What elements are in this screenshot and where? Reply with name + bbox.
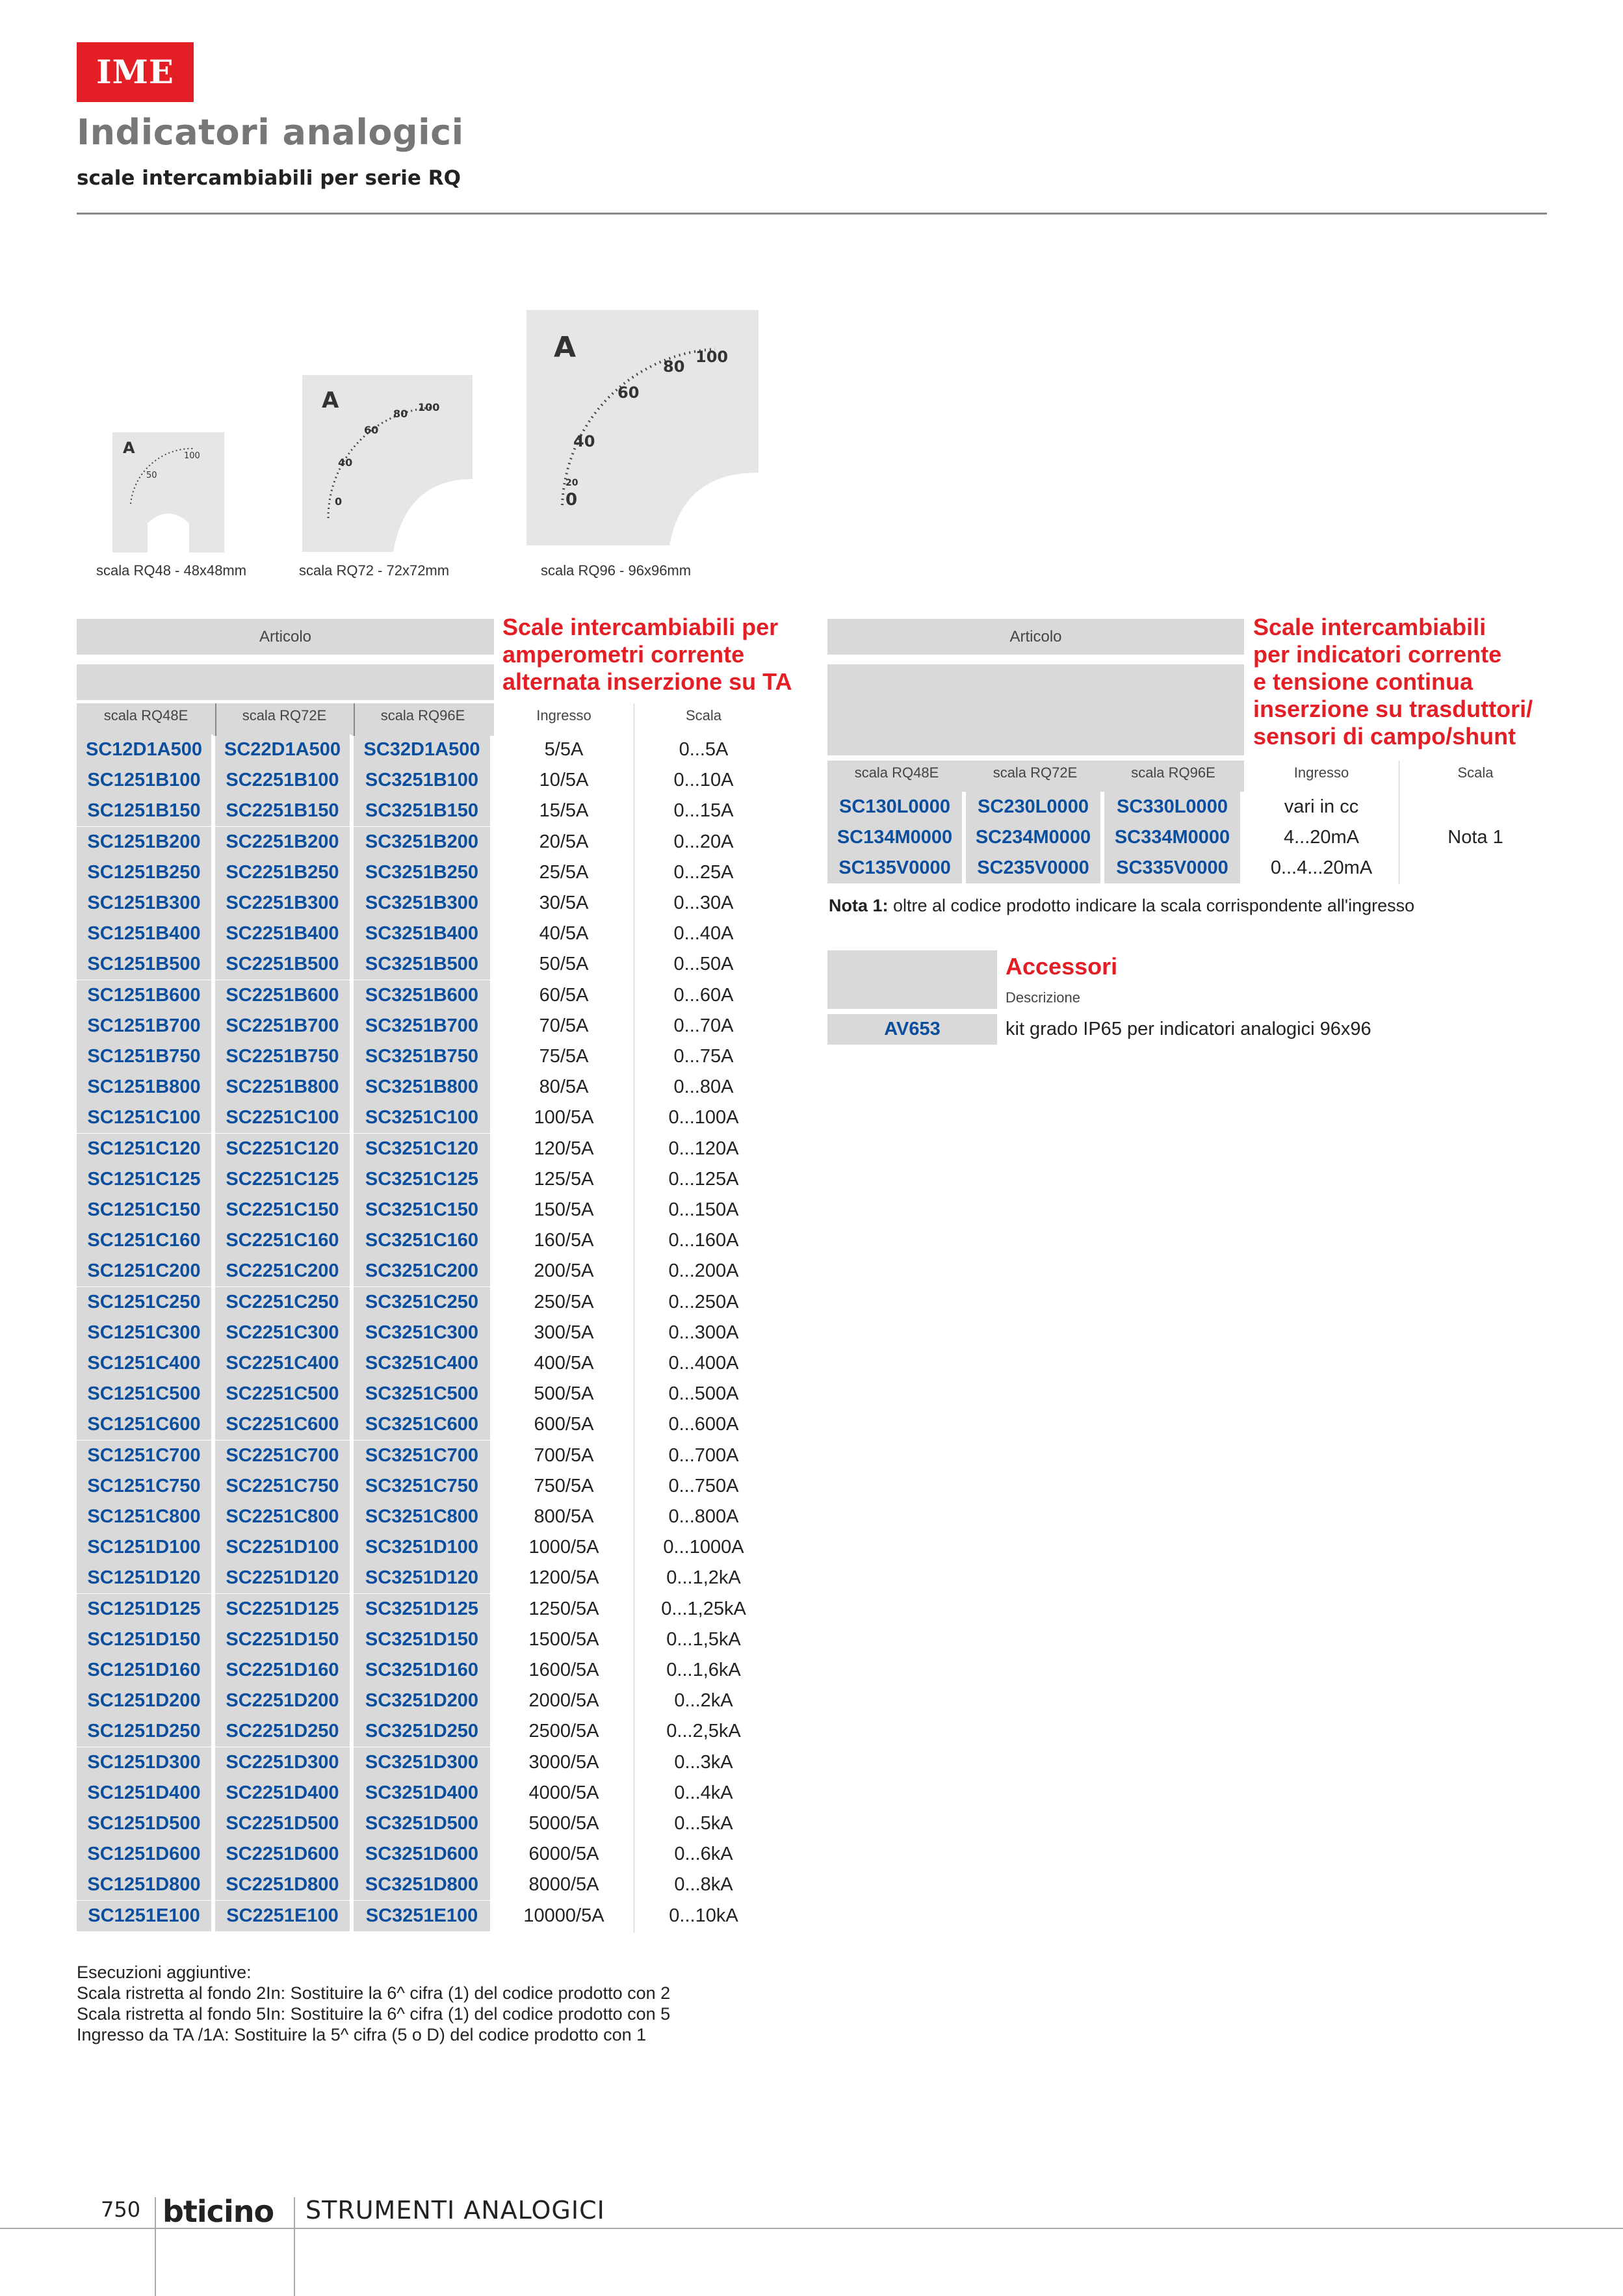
scale-mark: 40 xyxy=(573,432,595,450)
ingresso-value: 1600/5A xyxy=(528,1660,599,1680)
scala-value: 0...6kA xyxy=(674,1844,733,1865)
product-code: SC3251C120 xyxy=(354,1134,490,1164)
product-code: SC32D1A500 xyxy=(354,735,490,765)
scale-mark: 20 xyxy=(565,478,578,488)
product-code: SC134M0000 xyxy=(827,822,964,853)
product-code: SC3251C300 xyxy=(354,1318,490,1348)
ingresso-value: 6000/5A xyxy=(528,1844,599,1865)
product-code: SC2251C125 xyxy=(215,1164,352,1195)
product-code: SC3251B300 xyxy=(354,888,490,919)
header-divider xyxy=(77,213,1547,215)
scale-mark: 100 xyxy=(184,451,200,461)
product-code: SC1251B500 xyxy=(77,949,213,980)
product-code: SC1251B400 xyxy=(77,919,213,949)
note-line: Esecuzioni aggiuntive: xyxy=(77,1963,252,1982)
product-code: SC2251C500 xyxy=(215,1379,352,1409)
product-code: SC2251C700 xyxy=(215,1441,352,1471)
product-code: SC1251C700 xyxy=(77,1441,213,1471)
product-code: SC2251D300 xyxy=(215,1747,352,1778)
scale-mark: 0 xyxy=(565,490,578,510)
ingresso-value: 1250/5A xyxy=(528,1598,599,1619)
product-code: SC3251B250 xyxy=(354,857,490,888)
product-code: SC1251B800 xyxy=(77,1072,213,1102)
ingresso-value: 70/5A xyxy=(539,1015,589,1036)
product-code: SC2251D600 xyxy=(215,1839,352,1870)
product-code: SC3251B150 xyxy=(354,796,490,826)
ingresso-value: 700/5A xyxy=(534,1444,594,1466)
scale-image-rq72 xyxy=(302,375,473,552)
ingresso-value: 20/5A xyxy=(539,831,589,852)
ingresso-value: 5000/5A xyxy=(528,1813,599,1834)
product-code: SC3251D300 xyxy=(354,1747,490,1778)
product-code: SC3251C100 xyxy=(354,1102,490,1133)
product-code: SC1251C160 xyxy=(77,1225,213,1256)
product-code: SC2251D500 xyxy=(215,1808,352,1839)
product-code: SC1251B100 xyxy=(77,765,213,796)
column-header: scala RQ72E xyxy=(993,764,1078,781)
scala-value: 0...15A xyxy=(673,800,734,822)
ingresso-value: 750/5A xyxy=(534,1475,594,1496)
product-code: SC1251D600 xyxy=(77,1839,213,1870)
column-header: Ingresso xyxy=(536,707,591,724)
ingresso-value: 40/5A xyxy=(539,923,589,945)
image-caption: scala RQ72 - 72x72mm xyxy=(299,562,450,579)
ingresso-value: 200/5A xyxy=(534,1260,594,1282)
scala-value: 0...30A xyxy=(673,893,734,913)
page-subtitle: scale intercambiabili per serie RQ xyxy=(77,166,461,190)
column-header: Scala xyxy=(1457,764,1494,781)
image-caption: scala RQ48 - 48x48mm xyxy=(96,562,247,579)
ingresso-value: 25/5A xyxy=(539,861,589,883)
product-code: SC1251D100 xyxy=(77,1532,213,1563)
right-title-line: Scale intercambiabili xyxy=(1253,614,1487,640)
ingresso-value: 125/5A xyxy=(534,1168,594,1190)
product-code: SC3251D600 xyxy=(354,1839,490,1870)
product-code: SC3251C400 xyxy=(354,1348,490,1379)
accessori-code: AV653 xyxy=(827,1014,997,1045)
product-code: SC3251D150 xyxy=(354,1624,490,1655)
scala-value: 0...160A xyxy=(668,1230,739,1251)
ingresso-value: 4000/5A xyxy=(528,1782,599,1803)
product-code: SC3251B750 xyxy=(354,1041,490,1072)
product-code: SC1251B150 xyxy=(77,796,213,826)
bticino-logo: bticino xyxy=(162,2194,274,2229)
product-code: SC2251C300 xyxy=(215,1318,352,1348)
left-table-articolo-label: Articolo xyxy=(259,628,312,646)
scala-value: 0...125A xyxy=(668,1168,739,1190)
page-number: 750 xyxy=(101,2197,141,2222)
ingresso-value: 15/5A xyxy=(539,800,589,822)
column-separator xyxy=(215,703,216,736)
column-header: Scala xyxy=(685,707,722,724)
scala-value: 0...20A xyxy=(673,831,734,852)
product-code: SC2251D125 xyxy=(215,1594,352,1624)
product-code: SC1251C150 xyxy=(77,1195,213,1225)
product-code: SC1251C400 xyxy=(77,1348,213,1379)
product-code: SC22D1A500 xyxy=(215,735,352,765)
scala-value: 0...200A xyxy=(668,1260,739,1282)
product-code: SC3251C700 xyxy=(354,1441,490,1471)
product-code: SC2251B500 xyxy=(215,949,352,980)
scala-value: 0...25A xyxy=(673,861,734,883)
ingresso-value: 80/5A xyxy=(539,1076,589,1098)
scale-mark: 60 xyxy=(364,424,379,436)
ingresso-value: 60/5A xyxy=(539,984,589,1006)
product-code: SC3251C750 xyxy=(354,1471,490,1502)
product-code: SC1251D250 xyxy=(77,1716,213,1747)
product-code: SC2251C250 xyxy=(215,1287,352,1318)
ingresso-value: 1500/5A xyxy=(528,1628,599,1650)
product-code: SC335V0000 xyxy=(1104,853,1240,883)
product-code: SC1251D400 xyxy=(77,1778,213,1808)
product-code: SC230L0000 xyxy=(966,792,1102,822)
product-code: SC3251D100 xyxy=(354,1532,490,1563)
scala-value: 0...2,5kA xyxy=(666,1721,741,1742)
product-code: SC3251C800 xyxy=(354,1502,490,1532)
scala-value: 0...75A xyxy=(673,1046,734,1067)
unit-label: A xyxy=(554,331,577,364)
ime-logo: IME xyxy=(77,42,194,102)
product-code: SC2251B150 xyxy=(215,796,352,826)
scale-mark: 100 xyxy=(695,348,729,366)
ingresso-value: 10/5A xyxy=(539,770,589,791)
scala-value: 0...8kA xyxy=(674,1874,733,1896)
ingresso-value: 160/5A xyxy=(534,1230,594,1251)
product-code: SC2251D120 xyxy=(215,1563,352,1593)
product-code: SC330L0000 xyxy=(1104,792,1240,822)
product-code: SC3251C200 xyxy=(354,1256,490,1286)
ingresso-value: 8000/5A xyxy=(528,1874,599,1896)
scale-mark: 40 xyxy=(338,456,353,469)
product-code: SC1251C120 xyxy=(77,1134,213,1164)
ingresso-value: 150/5A xyxy=(534,1199,594,1220)
unit-label: A xyxy=(123,439,135,457)
product-code: SC130L0000 xyxy=(827,792,964,822)
product-code: SC3251B100 xyxy=(354,765,490,796)
scala-value: 0...2kA xyxy=(674,1690,733,1712)
ingresso-value: 4...20mA xyxy=(1283,827,1360,848)
additional-notes xyxy=(77,1962,670,2045)
ingresso-value: 1200/5A xyxy=(528,1567,599,1589)
product-code: SC2251D400 xyxy=(215,1778,352,1808)
scala-value: 0...500A xyxy=(668,1383,739,1405)
product-code: SC2251E100 xyxy=(215,1901,352,1931)
ingresso-value: 100/5A xyxy=(534,1107,594,1128)
accessori-header-bg xyxy=(827,950,997,1009)
product-code: SC12D1A500 xyxy=(77,735,213,765)
scala-value: 0...5kA xyxy=(674,1813,733,1834)
product-code: SC1251B300 xyxy=(77,888,213,919)
column-header: scala RQ48E xyxy=(854,764,939,781)
ingresso-value: 800/5A xyxy=(534,1506,594,1527)
unit-label: A xyxy=(322,387,339,413)
page-title: Indicatori analogici xyxy=(77,112,464,153)
scala-value xyxy=(1399,853,1552,883)
product-code: SC1251D150 xyxy=(77,1624,213,1655)
section-title: STRUMENTI ANALOGICI xyxy=(305,2196,605,2224)
product-code: SC2251D100 xyxy=(215,1532,352,1563)
product-code: SC2251D800 xyxy=(215,1870,352,1900)
scala-value: 0...300A xyxy=(668,1322,739,1343)
image-caption: scala RQ96 - 96x96mm xyxy=(541,562,692,579)
scala-value: 0...1,6kA xyxy=(666,1660,741,1680)
nota-text: oltre al codice prodotto indicare la scala corrispondente all'ingresso xyxy=(888,896,1415,915)
product-code: SC3251D125 xyxy=(354,1594,490,1624)
right-table-articolo-label: Articolo xyxy=(1009,628,1062,646)
product-code: SC3251B700 xyxy=(354,1011,490,1041)
product-code: SC1251C250 xyxy=(77,1287,213,1318)
product-code: SC1251E100 xyxy=(77,1901,213,1931)
ingresso-value: 75/5A xyxy=(539,1046,589,1067)
ingresso-value: 2500/5A xyxy=(528,1721,599,1742)
product-code: SC1251D300 xyxy=(77,1747,213,1778)
product-code: SC2251C200 xyxy=(215,1256,352,1286)
product-code: SC2251B200 xyxy=(215,827,352,857)
product-code: SC2251C120 xyxy=(215,1134,352,1164)
scala-value: 0...70A xyxy=(673,1015,734,1036)
scale-mark: 80 xyxy=(663,358,685,376)
product-code: SC3251D200 xyxy=(354,1686,490,1716)
product-code: SC3251E100 xyxy=(354,1901,490,1931)
scala-value: 0...1,5kA xyxy=(666,1628,741,1650)
product-code: SC2251B800 xyxy=(215,1072,352,1102)
right-title-line: e tensione continua xyxy=(1253,668,1474,695)
product-code: SC2251C160 xyxy=(215,1225,352,1256)
product-code: SC2251B700 xyxy=(215,1011,352,1041)
product-code: SC1251C600 xyxy=(77,1409,213,1440)
note-line: Scala ristretta al fondo 5In: Sostituire la 6^ cifra (1) del codice prodotto con 5 xyxy=(77,2004,671,2024)
product-code: SC1251B250 xyxy=(77,857,213,888)
scala-value: 0...600A xyxy=(668,1414,739,1435)
product-code: SC2251C750 xyxy=(215,1471,352,1502)
scala-value: 0...10kA xyxy=(669,1905,738,1926)
column-header: scala RQ96E xyxy=(1131,764,1215,781)
ingresso-value: 1000/5A xyxy=(528,1537,599,1558)
ingresso-value: 2000/5A xyxy=(528,1690,599,1712)
ingresso-value: 5/5A xyxy=(544,739,584,760)
scale-image-rq96 xyxy=(526,310,759,545)
scala-value xyxy=(1399,792,1552,822)
scala-value: 0...250A xyxy=(668,1291,739,1312)
product-code: SC1251C100 xyxy=(77,1102,213,1133)
product-code: SC2251C600 xyxy=(215,1409,352,1440)
product-code: SC3251D160 xyxy=(354,1655,490,1686)
right-table-title xyxy=(1253,614,1604,750)
ingresso-value: 3000/5A xyxy=(528,1751,599,1773)
product-code: SC235V0000 xyxy=(966,853,1102,883)
left-table-title: Scale intercambiabili per amperometri corrente alternata inserzione su TA xyxy=(502,614,792,695)
product-code: SC2251C100 xyxy=(215,1102,352,1133)
product-code: SC2251B250 xyxy=(215,857,352,888)
scala-value: 0...800A xyxy=(668,1506,739,1527)
scala-value: 0...4kA xyxy=(674,1782,733,1803)
right-title-line: sensori di campo/shunt xyxy=(1253,723,1516,750)
product-code: SC2251B750 xyxy=(215,1041,352,1072)
product-code: SC3251B400 xyxy=(354,919,490,949)
scala-value: 0...120A xyxy=(668,1138,739,1159)
scala-value: 0...150A xyxy=(668,1199,739,1220)
scala-value: 0...10A xyxy=(673,770,734,791)
product-code: SC2251C400 xyxy=(215,1348,352,1379)
scale-mark: 50 xyxy=(146,471,157,480)
ingresso-value: 400/5A xyxy=(534,1353,594,1374)
product-code: SC2251D250 xyxy=(215,1716,352,1747)
note-line: Ingresso da TA /1A: Sostituire la 5^ cifra (5 o D) del codice prodotto con 1 xyxy=(77,2025,647,2044)
scala-value: 0...700A xyxy=(668,1444,739,1466)
product-code: SC3251D500 xyxy=(354,1808,490,1839)
right-table-header-gap xyxy=(827,664,1244,755)
accessori-description: kit grado IP65 per indicatori analogici 96x96 xyxy=(1006,1019,1371,1039)
scala-value: 0...1,2kA xyxy=(666,1567,741,1589)
product-code: SC3251B600 xyxy=(354,980,490,1011)
product-code: SC1251C125 xyxy=(77,1164,213,1195)
scala-value: 0...3kA xyxy=(674,1751,733,1773)
product-code: SC3251C500 xyxy=(354,1379,490,1409)
scale-image-rq48 xyxy=(112,432,224,553)
product-code: SC1251D200 xyxy=(77,1686,213,1716)
right-title-line: per indicatori corrente xyxy=(1253,641,1502,668)
note-line: Scala ristretta al fondo 2In: Sostituire la 6^ cifra (1) del codice prodotto con 2 xyxy=(77,1983,671,2003)
product-code: SC1251C750 xyxy=(77,1471,213,1502)
product-code: SC1251C200 xyxy=(77,1256,213,1286)
product-code: SC2251D160 xyxy=(215,1655,352,1686)
product-code: SC2251B600 xyxy=(215,980,352,1011)
product-code: SC135V0000 xyxy=(827,853,964,883)
product-code: SC2251C150 xyxy=(215,1195,352,1225)
product-code: SC3251D400 xyxy=(354,1778,490,1808)
ingresso-value: 500/5A xyxy=(534,1383,594,1405)
product-code: SC1251D800 xyxy=(77,1870,213,1900)
product-code: SC3251D250 xyxy=(354,1716,490,1747)
product-code: SC234M0000 xyxy=(966,822,1102,853)
scala-value: 0...1000A xyxy=(663,1537,744,1558)
column-separator xyxy=(354,703,355,736)
product-code: SC3251C150 xyxy=(354,1195,490,1225)
product-code: SC1251C800 xyxy=(77,1502,213,1532)
footer-rule xyxy=(294,2197,295,2296)
product-code: SC1251B200 xyxy=(77,827,213,857)
nota-1 xyxy=(829,896,1414,916)
scala-value: 0...400A xyxy=(668,1353,739,1374)
ingresso-value: 300/5A xyxy=(534,1322,594,1343)
column-header: scala RQ48E xyxy=(103,707,188,724)
product-code: SC1251C500 xyxy=(77,1379,213,1409)
product-code: SC3251C160 xyxy=(354,1225,490,1256)
scala-value: 0...60A xyxy=(673,984,734,1006)
product-code: SC1251D125 xyxy=(77,1594,213,1624)
ingresso-value: vari in cc xyxy=(1284,796,1359,817)
scala-value: 0...40A xyxy=(673,923,734,945)
ingresso-value: 600/5A xyxy=(534,1414,594,1435)
accessori-title: Accessori xyxy=(1006,953,1118,980)
product-code: SC3251D120 xyxy=(354,1563,490,1593)
product-code: SC3251C125 xyxy=(354,1164,490,1195)
product-code: SC3251B200 xyxy=(354,827,490,857)
product-code: SC1251D120 xyxy=(77,1563,213,1593)
scala-value: Nota 1 xyxy=(1448,827,1503,848)
ingresso-value: 30/5A xyxy=(539,893,589,913)
ingresso-value: 120/5A xyxy=(534,1138,594,1159)
product-code: SC334M0000 xyxy=(1104,822,1240,853)
product-code: SC2251C800 xyxy=(215,1502,352,1532)
scale-mark: 80 xyxy=(393,408,408,420)
product-code: SC1251D500 xyxy=(77,1808,213,1839)
product-code: SC2251D200 xyxy=(215,1686,352,1716)
scale-mark: 100 xyxy=(418,401,440,413)
left-table-header-gap xyxy=(77,664,494,700)
product-code: SC3251B800 xyxy=(354,1072,490,1102)
nota-label: Nota 1: xyxy=(829,896,889,915)
scala-value: 0...50A xyxy=(673,954,734,975)
scala-value: 0...1,25kA xyxy=(661,1598,746,1619)
scale-mark: 60 xyxy=(617,384,640,402)
ingresso-value: 10000/5A xyxy=(523,1905,604,1926)
ingresso-value: 50/5A xyxy=(539,954,589,975)
ingresso-value: 0...4...20mA xyxy=(1270,857,1373,879)
product-code: SC1251C300 xyxy=(77,1318,213,1348)
footer-rule xyxy=(155,2197,156,2296)
ingresso-value: 250/5A xyxy=(534,1291,594,1312)
product-code: SC1251B700 xyxy=(77,1011,213,1041)
product-code: SC2251B100 xyxy=(215,765,352,796)
product-code: SC3251C600 xyxy=(354,1409,490,1440)
accessori-desc-header: Descrizione xyxy=(1006,989,1080,1006)
scale-mark: 0 xyxy=(335,495,343,508)
product-code: SC3251B500 xyxy=(354,949,490,980)
scala-value: 0...100A xyxy=(668,1107,739,1128)
product-code: SC2251B400 xyxy=(215,919,352,949)
scala-value: 0...5A xyxy=(679,739,729,760)
product-code: SC3251C250 xyxy=(354,1287,490,1318)
product-code: SC2251D150 xyxy=(215,1624,352,1655)
column-header: scala RQ72E xyxy=(242,707,327,724)
column-header: Ingresso xyxy=(1293,764,1349,781)
product-code: SC1251B600 xyxy=(77,980,213,1011)
product-code: SC3251D800 xyxy=(354,1870,490,1900)
right-title-line: inserzione su trasduttori/ xyxy=(1253,696,1533,722)
column-header: scala RQ96E xyxy=(380,707,465,724)
scala-value: 0...750A xyxy=(668,1475,739,1496)
product-code: SC1251B750 xyxy=(77,1041,213,1072)
scala-value: 0...80A xyxy=(673,1076,734,1098)
product-code: SC2251B300 xyxy=(215,888,352,919)
product-code: SC1251D160 xyxy=(77,1655,213,1686)
